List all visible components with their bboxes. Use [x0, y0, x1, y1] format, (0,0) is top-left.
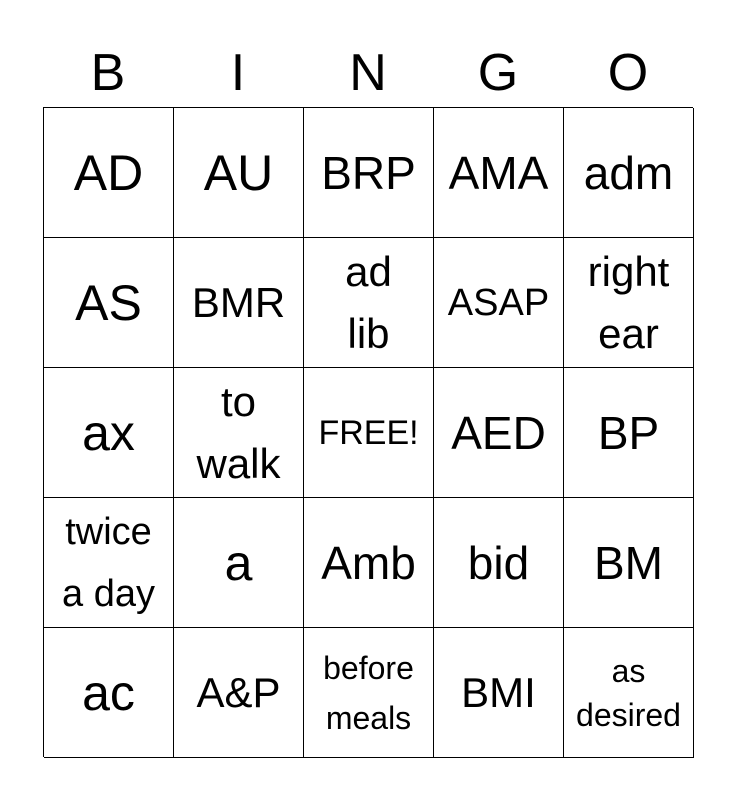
bingo-cell[interactable]: a — [174, 498, 304, 628]
bingo-cell[interactable]: BP — [564, 368, 694, 498]
bingo-cell[interactable]: A&P — [174, 628, 304, 758]
bingo-cell[interactable]: ASAP — [434, 238, 564, 368]
header-letter-g: G — [477, 44, 519, 102]
bingo-cell[interactable]: AED — [434, 368, 564, 498]
free-space-cell[interactable]: FREE! — [304, 368, 434, 498]
bingo-cell[interactable]: before meals — [304, 628, 434, 758]
bingo-cell[interactable]: ac — [44, 628, 174, 758]
bingo-cell[interactable]: Amb — [304, 498, 434, 628]
bingo-cell[interactable]: AU — [174, 108, 304, 238]
bingo-cell[interactable]: AS — [44, 238, 174, 368]
bingo-cell[interactable]: twice a day — [44, 498, 174, 628]
bingo-header — [43, 42, 693, 104]
bingo-cell[interactable]: AMA — [434, 108, 564, 238]
bingo-cell[interactable]: BMI — [434, 628, 564, 758]
header-letter-b: B — [90, 44, 126, 102]
bingo-cell[interactable]: BRP — [304, 108, 434, 238]
bingo-cell[interactable]: BMR — [174, 238, 304, 368]
bingo-cell[interactable]: BM — [564, 498, 694, 628]
bingo-cell[interactable]: ax — [44, 368, 174, 498]
bingo-cell[interactable]: bid — [434, 498, 564, 628]
bingo-cell[interactable]: as desired — [564, 628, 694, 758]
bingo-cell[interactable]: right ear — [564, 238, 694, 368]
bingo-cell[interactable]: AD — [44, 108, 174, 238]
bingo-cell[interactable]: ad lib — [304, 238, 434, 368]
bingo-card-grid — [43, 107, 693, 757]
header-letter-i: I — [230, 44, 246, 102]
header-letter-n: N — [349, 44, 387, 102]
bingo-cell[interactable]: adm — [564, 108, 694, 238]
bingo-cell[interactable]: to walk — [174, 368, 304, 498]
header-letter-o: O — [607, 44, 649, 102]
